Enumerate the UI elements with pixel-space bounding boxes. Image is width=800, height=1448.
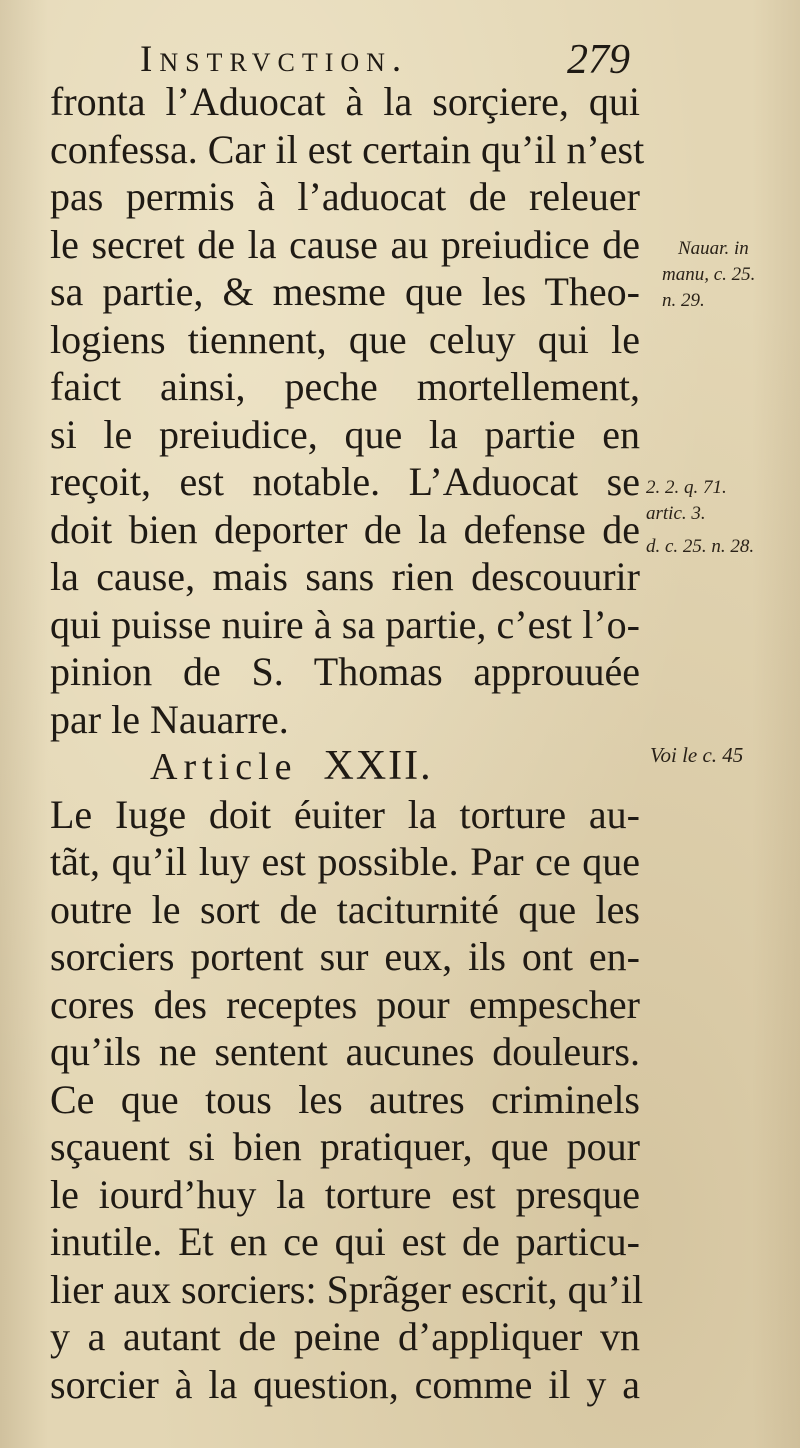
text-line: sa partie, & mesme que les Theo-	[50, 269, 640, 314]
text-line: confessa. Car il est certain qu’il n’est	[50, 126, 645, 172]
margin-note-voi: Voi le c. 45	[650, 743, 744, 767]
text-line: outre le sort de taciturnité que les	[50, 886, 640, 932]
text-line: sçauent si bien pratiquer, que pour	[50, 1124, 640, 1169]
text-line: le iourd’huy la torture est presque	[50, 1171, 640, 1217]
main-text-column	[50, 78, 645, 1408]
text-line: qui puisse nuire à sa partie, c’est l’o-	[50, 601, 640, 647]
text-line: lier aux sorciers: Sprãger escrit, qu’il	[50, 1266, 644, 1312]
text-line: sorciers portent sur eux, ils ont en-	[50, 934, 640, 979]
text-line: faict ainsi, peche mortellement,	[50, 364, 640, 409]
text-line: cores des receptes pour empescher	[50, 981, 640, 1027]
text-line: pas permis à l’aduocat de releuer	[50, 174, 640, 219]
text-line: doit bien deporter de la defense de	[50, 506, 640, 552]
text-line: inutile. Et en ce qui est de particu-	[50, 1219, 640, 1264]
text-line: si le preiudice, que la partie en	[50, 411, 640, 457]
page-number: 279	[567, 37, 630, 83]
text-line: tãt, qu’il luy est possible. Par ce que	[50, 839, 640, 884]
text-line: fronta l’Aduocat à la sorçiere, qui	[50, 79, 640, 124]
text-line: Le Iuge doit éuiter la torture au-	[50, 791, 640, 837]
article-label: Article	[150, 746, 298, 788]
text-line: y a autant de peine d’appliquer vn	[50, 1314, 640, 1359]
margin-notes	[640, 0, 800, 1448]
article-heading	[50, 743, 640, 791]
margin-note-navarre: Nauar. in manu, c. 25. n. 29.	[662, 238, 756, 311]
text-line: le secret de la cause au preiudice de	[50, 221, 640, 267]
text-line: logiens tiennent, que celuy qui le	[50, 316, 640, 362]
text-line: pinion de S. Thomas approuuée	[50, 649, 640, 694]
text-line: qu’ils ne sentent aucunes douleurs.	[50, 1029, 640, 1074]
running-head: Instrvction.	[140, 39, 409, 80]
margin-note-thomas: 2. 2. q. 71. artic. 3.	[646, 477, 727, 524]
text-line: reçoit, est notable. L’Aduocat se	[50, 459, 640, 504]
text-line: sorcier à la question, comme il y a	[50, 1361, 640, 1407]
text-line: la cause, mais sans rien descouurir	[50, 554, 640, 599]
article-number: XXII.	[323, 743, 433, 789]
text-line-last: par le Nauarre.	[50, 696, 289, 742]
text-line: Ce que tous les autres criminels	[50, 1076, 640, 1122]
margin-note-reference: d. c. 25. n. 28.	[646, 536, 755, 557]
